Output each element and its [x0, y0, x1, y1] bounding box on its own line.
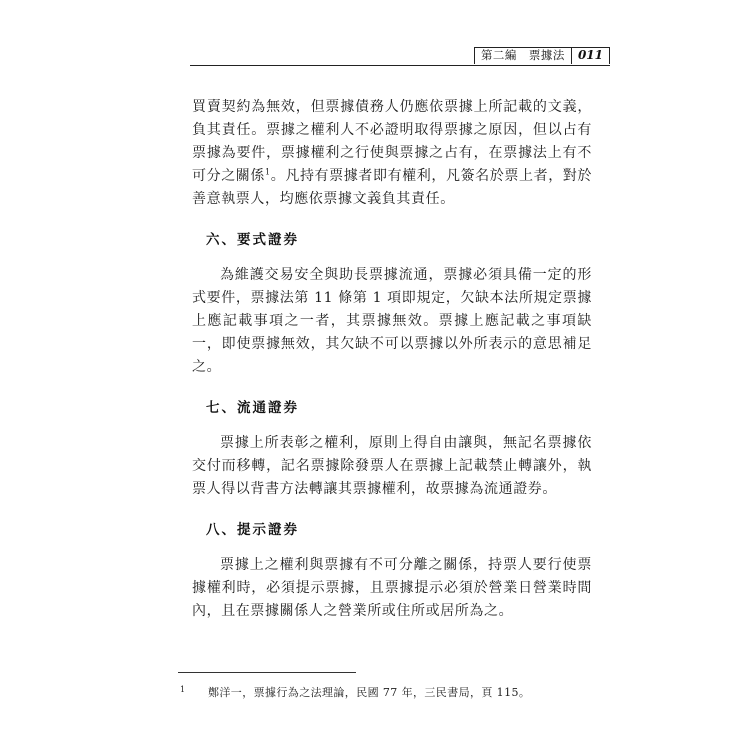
paragraph-4: 票據上之權利與票據有不可分離之關係，持票人要行使票據權利時，必須提示票據，且票據提示必須於營業日營業時間內，且在票據關係人之營業所或住所或居所為之。	[192, 557, 592, 619]
page-number: 011	[571, 48, 609, 64]
heading-section-7: 七、流通證券	[206, 400, 299, 416]
header-section-title: 第二編 票據法	[475, 48, 571, 64]
body-text	[192, 96, 592, 623]
running-header	[190, 47, 610, 66]
heading-section-8: 八、提示證券	[206, 522, 299, 538]
footnote-reference[interactable]: 1	[265, 167, 271, 177]
header-box	[474, 47, 610, 64]
paragraph-1	[192, 96, 592, 211]
heading-section-6: 六、要式證券	[206, 232, 299, 248]
footnote-divider	[178, 672, 356, 673]
paragraph-3: 票據上所表彰之權利，原則上得自由讓與，無記名票據依交付而移轉，記名票據除發票人在票據上記載禁止轉讓外，執票人得以背書方法轉讓其票據權利，故票據為流通證券。	[192, 435, 592, 497]
paragraph-2: 為維護交易安全與助長票據流通，票據必須具備一定的形式要件，票據法第 11 條第 1 項即規定，欠缺本法所規定票據上應記載事項之一者，其票據無效。票據上應記載之事項缺一，即使票據無效，其欠缺不可以票據以外所表示的意思補足之。	[192, 267, 592, 375]
paragraph-1-text: 買賣契約為無效，但票據債務人仍應依票據上所記載的文義，負其責任。票據之權利人不必證明取得票據之原因，但以占有票據為要件，票據權利之行使與票據之占有，在票據法上有不可分之關係	[192, 99, 592, 184]
footnote-number: 1	[180, 685, 186, 694]
paragraph-1-tail: 。凡持有票據者即有權利，凡簽名於票上者，對於善意執票人，均應依票據文義負其責任。	[192, 168, 593, 207]
footnote	[180, 685, 600, 701]
footnote-text: 鄭洋一，票據行為之法理論，民國 77 年，三民書局，頁 115。	[208, 686, 531, 699]
